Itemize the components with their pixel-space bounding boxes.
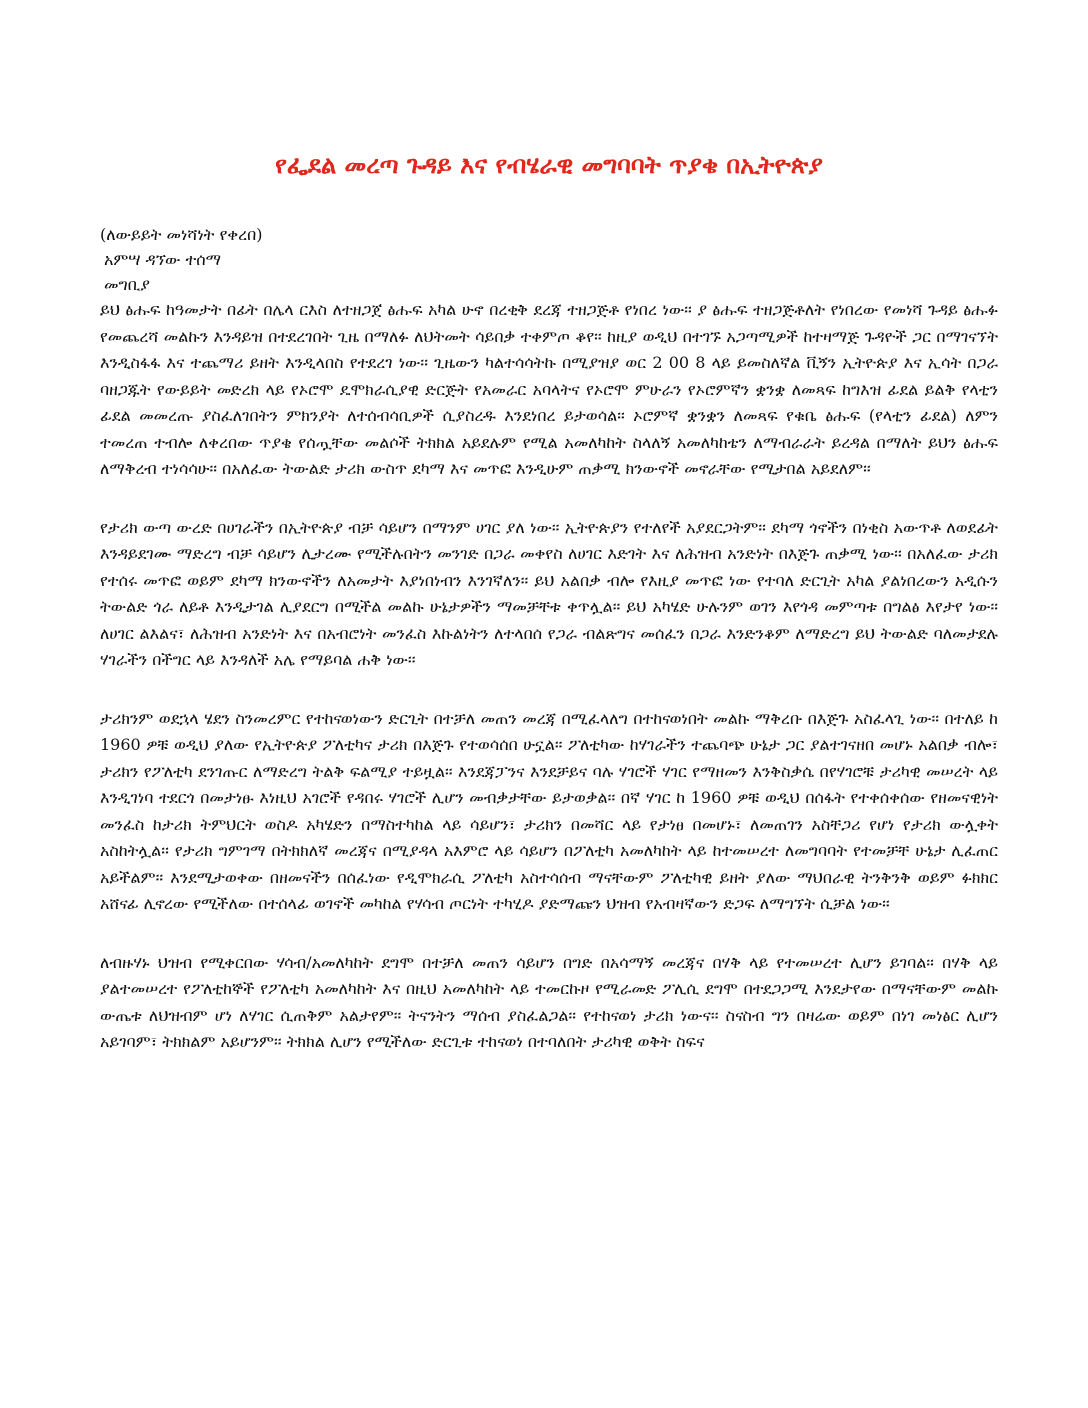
- section-heading: መግቢያ: [104, 275, 150, 294]
- document-title: የፌደል መረጣ ጉዳይ እና የብሄራዊ መግባባት ጥያቄ በኢትዮጵያ: [275, 150, 823, 179]
- document-note: (ለውይይት መነሻነት የቀረበ): [100, 225, 263, 244]
- paragraph: የታሪክ ውጣ ውረድ በሀገራችን በኢትዮጵያ ብቻ ሳይሆን በማንም ሀገር ያለ ነው፡፡ ኢትዮጵያን የተለየች አያደርጋትም፡፡ ደካማ ጎኖችን በነቂስ አውጥቶ ለወደፊት እንዳይደገሙ ማድረግ ብቻ ሳይሆን ሊታረሙ የሚችሉበትን መንገድ በጋራ መቀየስ ለሀገር እድገት እና ለሕዝብ አንድነት በእጅጉ ጠቃሚ ነው፡፡ በአለፈው ታሪክ የተሰሩ መጥፎ ወይም ደካማ ክንውኖችን ለአመታት እያነበነብን እንገኛለን፡፡ ይህ አልበቃ ብሎ የእዚያ መጥፎ ነው የተባለ ድርጊት አካል ያልነበረውን አዲሱን ትውልድ ጎራ ለይቶ እንዲታገል ሊያደርግ በሚችል መልኩ ሁኔታዎችን ማመቻቸቱ ቀጥሏል፡፡ ይህ አካሄድ ሁሉንም ወገን እየጎዳ መምጣቱ በግልፅ እየታየ ነው፡፡ ለሀገር ልእልና፣ ለሕዝብ አንድነት እና በአብሮነት መንፈስ እኩልነትን ለተላበሰ የጋራ ብልጽግና መሰፈን በጋራ እንድንቆም ለማድረግ ይህ ትውልድ ባለመታደሉ ሃገራችን በችግር ላይ እንዳለች አሌ የማይባል ሐቅ ነው፡፡: [100, 517, 998, 669]
- paragraph: ለብዙሃኑ ህዝብ የሚቀርበው ሃሳብ/አመለካከት ደግሞ በተቻለ መጠን ሳይሆን በግድ በአሳማኝ መረጃና በሃቅ ላይ የተመሠረተ ሊሆን ይገባል፡፡ በሃቅ ላይ ያልተመሠረተ የፖለቲከኞች የፖለቲካ አመለካከት እና በዚህ አመለካከት ላይ ተመርኩዞ የሚራመድ ፖሊሲ ደግሞ በተደጋጋሚ እንደታየው በማናቸውም መልኩ ውጤቱ ለህዝብም ሆነ ለሃገር ሲጠቅም አልታየም፡፡ ትናንትን ማሰብ ያስፈልጋል፡፡ የተከናወነ ታሪክ ነውና፡፡ ስናስብ ግን በዛሬው ወይም በነገ መነፅር ሊሆን አይገባም፣ ትክክልም አይሆንም፡፡ ትክክል ሊሆን የሚችለው ድርጊቱ ተከናወነ በተባለበት ታሪካዊ ወቅት ስፍና: [100, 952, 998, 1051]
- author-name: አምሣ ዳኘው ተሰማ: [104, 250, 222, 269]
- paragraph: ታሪክንም ወደኋላ ሄደን ስንመረምር የተከናወነውን ድርጊት በተቻለ መጠን መረጃ በሚፈላለግ በተከናወነበት መልኩ ማቅረቡ በእጅጉ አስፈላጊ ነው፡፡ በተለይ ከ 1960 ዎቹ ወዲህ ያለው የኢትዮጵያ ፖለቲካና ታሪክ በእጅጉ የተወሳሰበ ሁኗል፡፡ ፖለቲካው ከሃገራችን ተጨባጭ ሁኔታ ጋር ያልተገናዘበ መሆኑ አልበቃ ብሎ፣ ታሪክን የፖለቲካ ደንገጡር ለማድረግ ትልቅ ፍልሚያ ተይዟል፡፡ እንደጃፓንና እንደቻይና ባሉ ሃገሮች ሃገር የማዘመን እንቅስቃሴ በየሃገሮቹ ታሪካዊ መሠረት ላይ እንዲገነባ ተደርጎ በመታነፁ እነዚህ አገሮች የዳበሩ ሃገሮች ሊሆን መብቃታቸው ይታወቃል፡፡ በኛ ሃገር ከ 1960 ዎቹ ወዲህ በሰፋት የተቀሰቀሰው የዘመናዊነት መንፈስ ከታሪክ ትምህርት ወስዶ አካሄድን በማስተካከል ላይ ሳይሆን፣ ታሪክን በመሻር ላይ የታነፀ በመሆኑ፣ ለመጠገን አስቸጋሪ የሆነ የታሪክ ውሏቀት አስከትሏል፡፡ የታሪክ ግምገማ በትክክለኛ መረጃና በሚያዳላ አእምሮ ላይ ሳይሆን በፖለቲካ አመለካከት ላይ ከተመሠረተ ለመግባባት የተመቻቸ ሁኔታ ሊፈጠር አይችልም፡፡ እንደሚታወቀው በዘመናችን በሰፈነው የዲሞክራሲ ፖለቲካ አስተሳሰብ ማናቸውም ፖለቲካዊ ይዘት ያለው ማህበራዊ ትንቅንቅ ወይም ፉክክር አሸናፊ ሊኖረው የሚችለው በተሰላፊ ወገኖች መካከል የሃሳብ ጦርነት ተካሂዶ ያድማጩን ህዝብ የአብዛኛውን ድጋፍ ለማግኘት ሲቻል ነው፡፡: [100, 708, 998, 913]
- paragraph: ይህ ፅሑፍ ከዓመታት በፊት በሌላ ርእስ ለተዘጋጀ ፅሑፍ አካል ሁኖ በረቂቅ ደረጃ ተዘጋጅቶ የነበረ ነው፡፡ ያ ፅሑፍ ተዘጋጅቶለት የነበረው የመነሻ ጉዳይ ፅሑፉ የመጨረሻ መልኩን እንዳይዝ በተደረገበት ጊዜ በማለፉ ለህትመት ሳይበቃ ተቀምጦ ቆየ፡፡ ከዚያ ወዲህ በተገኙ አጋጣሚዎች ከተዛማጅ ጉዳዮች ጋር በማገናኘት እንዲስፋፋ እና ተጨማሪ ይዘት እንዲላበስ የተደረገ ነው፡፡ ጊዜውን ካልተሳሳትኩ በሚያዝያ ወር 2 00 8 ላይ ይመስለኛል ቪኝን ኢትዮጵያ እና ኢሳት በጋራ ባዘጋጁት የውይይት መድረክ ላይ የኦሮሞ ዴሞክራሲያዊ ድርጅት የአመራር አባላትና የኦሮሞ ምሁራን የኦሮምኛን ቋንቋ ለመጻፍ ከግእዝ ፊደል ይልቅ የላቲን ፊደል መመረጡ ያስፈለገበትን ምክንያት ለተሰብሳቢዎች ሲያስረዱ እንደነበረ ይታወሳል፡፡ ኦሮምኛ ቋንቋን ለመጻፍ የቁቤ ፅሑፍ (የላቲን ፊደል) ለምን ተመረጠ ተብሎ ለቀረበው ጥያቄ የሰጧቸው መልሶች ትክክል አይደሉም የሚል አመለካከት ስላለኝ አመለካከቴን ለማብራራት ይረዳል በማለት ይህን ፅሑፍ ለማቅረብ ተነሳሳሁ፡፡ በአለፈው ትውልድ ታሪክ ውስጥ ደካማ እና መጥፎ እንዲሁም ጠቃሚ ክንውኖች መኖራቸው የሚታበል አይደለም፡፡: [100, 300, 998, 478]
